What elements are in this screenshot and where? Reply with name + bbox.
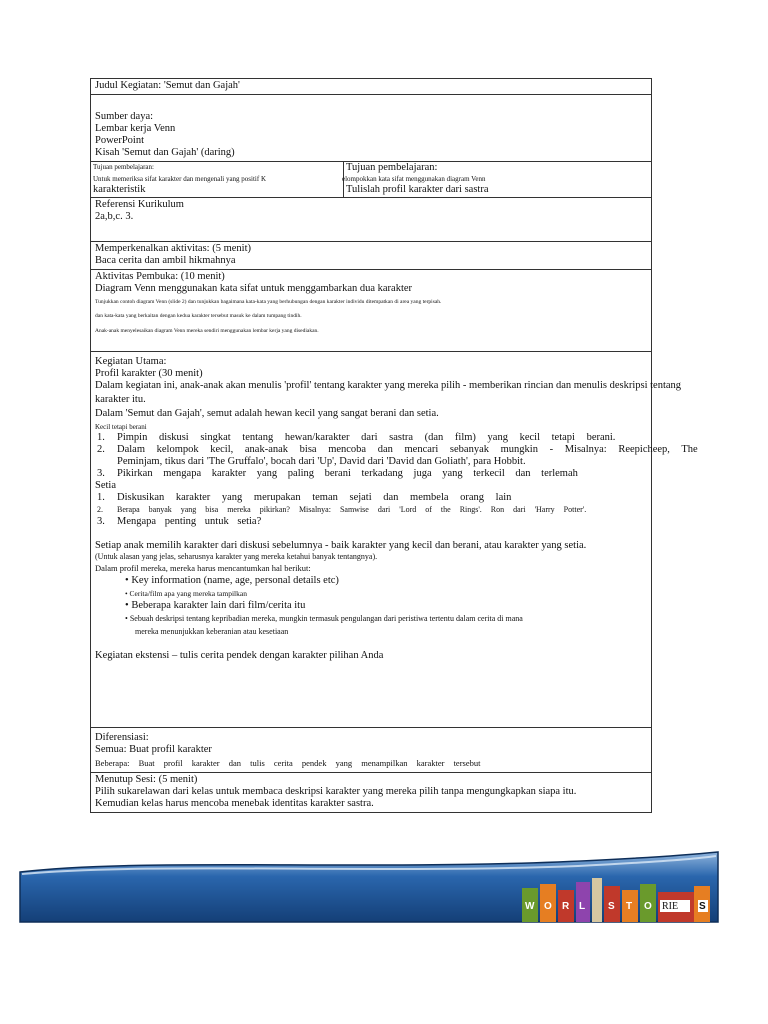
world-stories-logo [518,876,718,924]
intro-text: Baca cerita dan ambil hikmahnya [95,255,236,266]
resources-row [91,95,651,162]
diff-all: Semua: Buat profil karakter [95,744,212,755]
bullet-continuation: mereka menunjukkan keberanian atau kesetiaan [135,627,289,636]
diff-some: Beberapa: Buat profil karakter dan tulis cerita pendek yang menampilkan karakter tersebut [95,758,481,768]
starter-small: Anak-anak menyelesaikan diagram Venn mereka sendiri menggunakan lembar kerja yang disediakan. [95,328,319,334]
logo-letter: L [579,901,586,912]
objective-text: Untuk memeriksa sifat karakter dan mengenali yang positif K [93,175,267,183]
objectives-right [344,162,651,197]
title-row [91,79,651,95]
list-item: 2. Dalam kelompok kecil, anak-anak bisa mencoba dan mencari sebanyak mungkin - Misalnya: Reepicheep, The [97,444,698,455]
starter-row [91,270,651,352]
intro-heading: Memperkenalkan aktivitas: (5 menit) [95,243,251,254]
diff-heading: Diferensiasi: [95,732,149,743]
objective-text: karakteristik [93,184,146,195]
logo-letter: O [644,901,652,912]
objectives-heading: Tujuan pembelajaran: [346,162,438,173]
main-subheading: Profil karakter (30 menit) [95,368,203,379]
list-item: 1. Pimpin diskusi singkat tentang hewan/karakter dari sastra (dan film) yang kecil tetapi berani. [97,432,616,443]
logo-letter: O [544,901,552,912]
lesson-plan-table [90,78,698,813]
small-heading: Kecil tetapi berani [95,423,147,431]
logo-letter: RIE [662,901,679,912]
activity-title: Judul Kegiatan: 'Semut dan Gajah' [95,80,240,91]
main-paragraph: Dalam 'Semut dan Gajah', semut adalah hewan kecil yang sangat berani dan setia. [95,408,439,419]
plenary-row [91,773,651,813]
logo-letter: T [626,901,633,912]
bullet-item: • Key information (name, age, personal details etc) [125,575,339,586]
main-paragraph: Dalam kegiatan ini, anak-anak akan menulis 'profil' tentang karakter yang mereka pilih - memberikan rincian dan menulis deskripsi tentang [95,380,682,391]
list-item: 1. Diskusikan karakter yang merupakan teman sejati dan membela orang lain [97,492,512,503]
objective-text: Tulislah profil karakter dari sastra [346,184,489,195]
logo-letter: S [608,901,615,912]
starter-small: dan kata-kata yang berkaitan dengan kedua karakter tersebut masuk ke dalam tumpang tindih. [95,313,302,319]
plenary-text: Pilih sukarelawan dari kelas untuk membaca deskripsi karakter yang mereka pilih tanpa mengungkapkan siapa itu. [95,786,577,797]
objectives-row [91,162,651,198]
list-item: 2. Berapa banyak yang bisa mereka pikirkan? Misalnya: Samwise dari 'Lord of the Rings'. Ron dari 'Harry Potter'. [97,505,587,514]
main-activity-row [91,352,698,728]
bullet-item: • Cerita/film apa yang mereka tampilkan [125,589,247,598]
logo-letter: S [699,901,706,912]
intro-row [91,242,651,270]
list-item: 3. Mengapa penting untuk setia? [97,516,262,527]
extension-activity: Kegiatan ekstensi – tulis cerita pendek dengan karakter pilihan Anda [95,650,384,661]
main-paragraph: Setiap anak memilih karakter dari diskusi sebelumnya - baik karakter yang kecil dan berani, atau karakter yang setia. [95,540,587,551]
resource-item: Kisah 'Semut dan Gajah' (daring) [95,147,235,158]
main-paragraph: Dalam profil mereka, mereka harus mencantumkan hal berikut: [95,563,311,573]
main-note: (Untuk alasan yang jelas, seharusnya karakter yang mereka ketahui banyak tentangnya). [95,552,378,561]
list-item: Peminjam, tikus dari 'The Gruffalo', bocah dari 'Up', David dari 'David dan Goliath', para Hobbit. [117,456,526,467]
objective-text: elompokkan kata sifat menggunakan diagram Venn [342,175,486,183]
starter-small: Tunjukkan contoh diagram Venn (slide 2) dan tunjukkan bagaimana kata-kata yang berhubungan dengan karakter individu ditempatkan di area yang terpisah. [95,299,442,305]
curriculum-row [91,198,651,242]
plenary-text: Kemudian kelas harus mencoba menebak identitas karakter sastra. [95,798,374,809]
resource-item: PowerPoint [95,135,145,146]
logo-letter: W [525,901,535,912]
starter-heading: Aktivitas Pembuka: (10 menit) [95,271,225,282]
main-paragraph: karakter itu. [95,394,146,405]
curriculum-refs: 2a,b,c. 3. [95,211,134,222]
bullet-item: • Beberapa karakter lain dari film/cerita itu [125,600,306,611]
logo-letter: R [562,901,570,912]
books-logo-icon [518,876,718,924]
differentiation-row [91,728,651,773]
main-heading: Kegiatan Utama: [95,356,167,367]
curriculum-heading: Referensi Kurikulum [95,199,184,210]
resources-heading: Sumber daya: [95,111,154,122]
list-item: 3. Pikirkan mengapa karakter yang paling berani terkadang juga yang terkecil dan terlemah [97,468,578,479]
subheading-setia: Setia [95,480,116,491]
bullet-item: • Sebuah deskripsi tentang kepribadian mereka, mungkin termasuk pengulangan dari peristiwa tertentu dalam cerita di mana [125,614,523,623]
starter-text: Diagram Venn menggunakan kata sifat untuk menggambarkan dua karakter [95,283,413,294]
resource-item: Lembar kerja Venn [95,123,176,134]
objectives-left [91,162,344,197]
plenary-heading: Menutup Sesi: (5 menit) [95,774,198,785]
objectives-heading: Tujuan pembelajaran: [93,163,154,171]
